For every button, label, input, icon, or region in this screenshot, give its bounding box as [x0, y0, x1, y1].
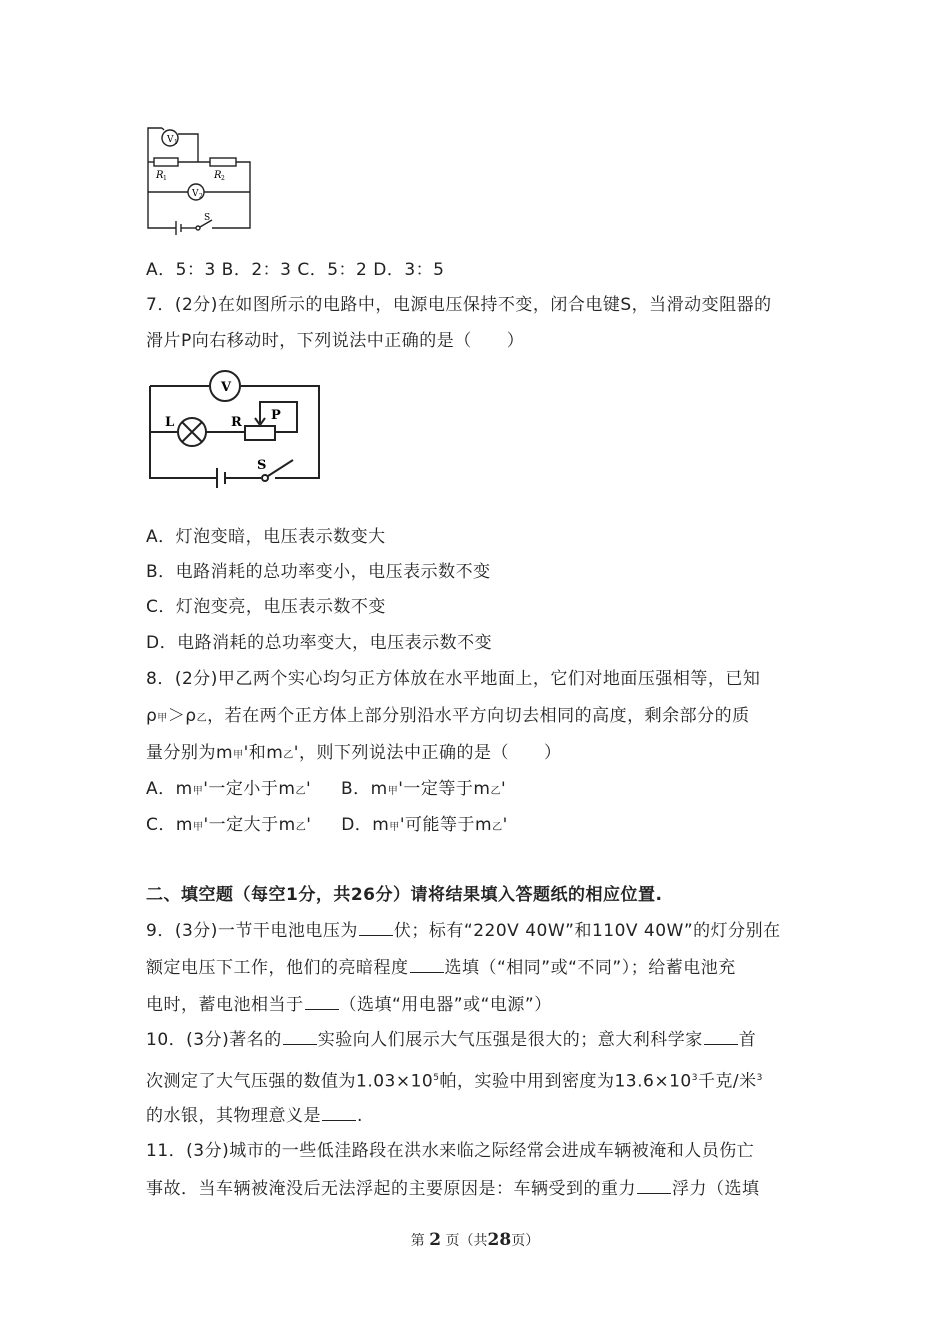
q10-line1: 10．(3分)著名的 实验向人们展示大气压强是很大的；意大利科学家 首: [146, 1030, 757, 1050]
q10-line2: 次测定了大气压强的数值为$1.03\times 10^5$帕，实验中用到密度为$13.6\times 10^3$千克/米$^3$: [146, 1071, 763, 1092]
q10-line3: 的水银，其物理意义是 .: [146, 1106, 363, 1126]
q6-options: A．5：3 B．2：3 C．5：2 D．3：5: [146, 260, 445, 280]
q7-v-label: V: [221, 380, 232, 395]
q7-circuit-diagram: [145, 368, 325, 488]
q6-v2-label: V: [192, 189, 199, 199]
q6-v1-label: V: [167, 135, 174, 145]
q8-options-cd: C．m甲'一定大于m乙' D．m甲'可能等于m乙': [146, 815, 508, 835]
total-page-count: 28: [487, 1230, 512, 1250]
q8-stem-line2: ρ甲＞ρ乙，若在两个正方体上部分别沿水平方向切去相同的高度，剩余部分的质: [146, 706, 750, 726]
q11-line2: 事故．当车辆被淹没后无法浮起的主要原因是：车辆受到的重力 浮力（选填: [146, 1179, 760, 1199]
q7-stem-line2: 滑片P向右移动时，下列说法中正确的是（ ）: [146, 331, 525, 351]
q7-s-label: S: [257, 458, 267, 473]
q6-v2-sub: 2: [199, 193, 203, 200]
section2-heading: 二、填空题（每空1分，共26分）请将结果填入答题纸的相应位置.: [146, 885, 663, 905]
q6-r2-sub: 2: [221, 175, 225, 182]
q8-stem-line3: 量分别为m甲'和m乙'，则下列说法中正确的是（ ）: [146, 743, 562, 763]
q6-r2-label: R: [214, 170, 222, 181]
q9-line3: 电时，蓄电池相当于 （选填“用电器”或“电源”）: [146, 995, 552, 1015]
q9-line1: 9．(3分)一节干电池电压为 伏；标有“220V 40W”和110V 40W”的灯分别在: [146, 921, 781, 941]
q6-v1-sub: 1: [174, 139, 178, 146]
current-page-number: 2: [429, 1230, 442, 1250]
q11-line1: 11．(3分)城市的一些低洼路段在洪水来临之际经常会进成车辆被淹和人员伤亡: [146, 1141, 755, 1161]
q7-r-label: R: [231, 415, 242, 430]
q6-r1-sub: 1: [163, 175, 167, 182]
q7-stem-line1: 7．(2分)在如图所示的电路中，电源电压保持不变，闭合电键S，当滑动变阻器的: [146, 295, 772, 315]
q7-p-label: P: [271, 408, 281, 423]
page-footer: 第 2 页（共28页）: [410, 1230, 540, 1250]
q6-circuit-diagram: [140, 120, 260, 235]
q7-option-c: C．灯泡变亮，电压表示数不变: [146, 597, 386, 617]
q7-option-d: D．电路消耗的总功率变大，电压表示数不变: [146, 633, 493, 653]
q7-option-b: B．电路消耗的总功率变小，电压表示数不变: [146, 562, 491, 582]
q8-options-ab: A．m甲'一定小于m乙' B．m甲'一定等于m乙': [146, 779, 507, 799]
q9-line2: 额定电压下工作，他们的亮暗程度 选填（“相同”或“不同”）；给蓄电池充: [146, 958, 736, 978]
q6-s-label: S: [204, 213, 211, 223]
q6-r1-label: R: [156, 170, 164, 181]
q8-stem-line1: 8．(2分)甲乙两个实心均匀正方体放在水平地面上，它们对地面压强相等，已知: [146, 669, 761, 689]
q7-l-label: L: [165, 415, 175, 430]
q7-option-a: A．灯泡变暗，电压表示数变大: [146, 527, 386, 547]
